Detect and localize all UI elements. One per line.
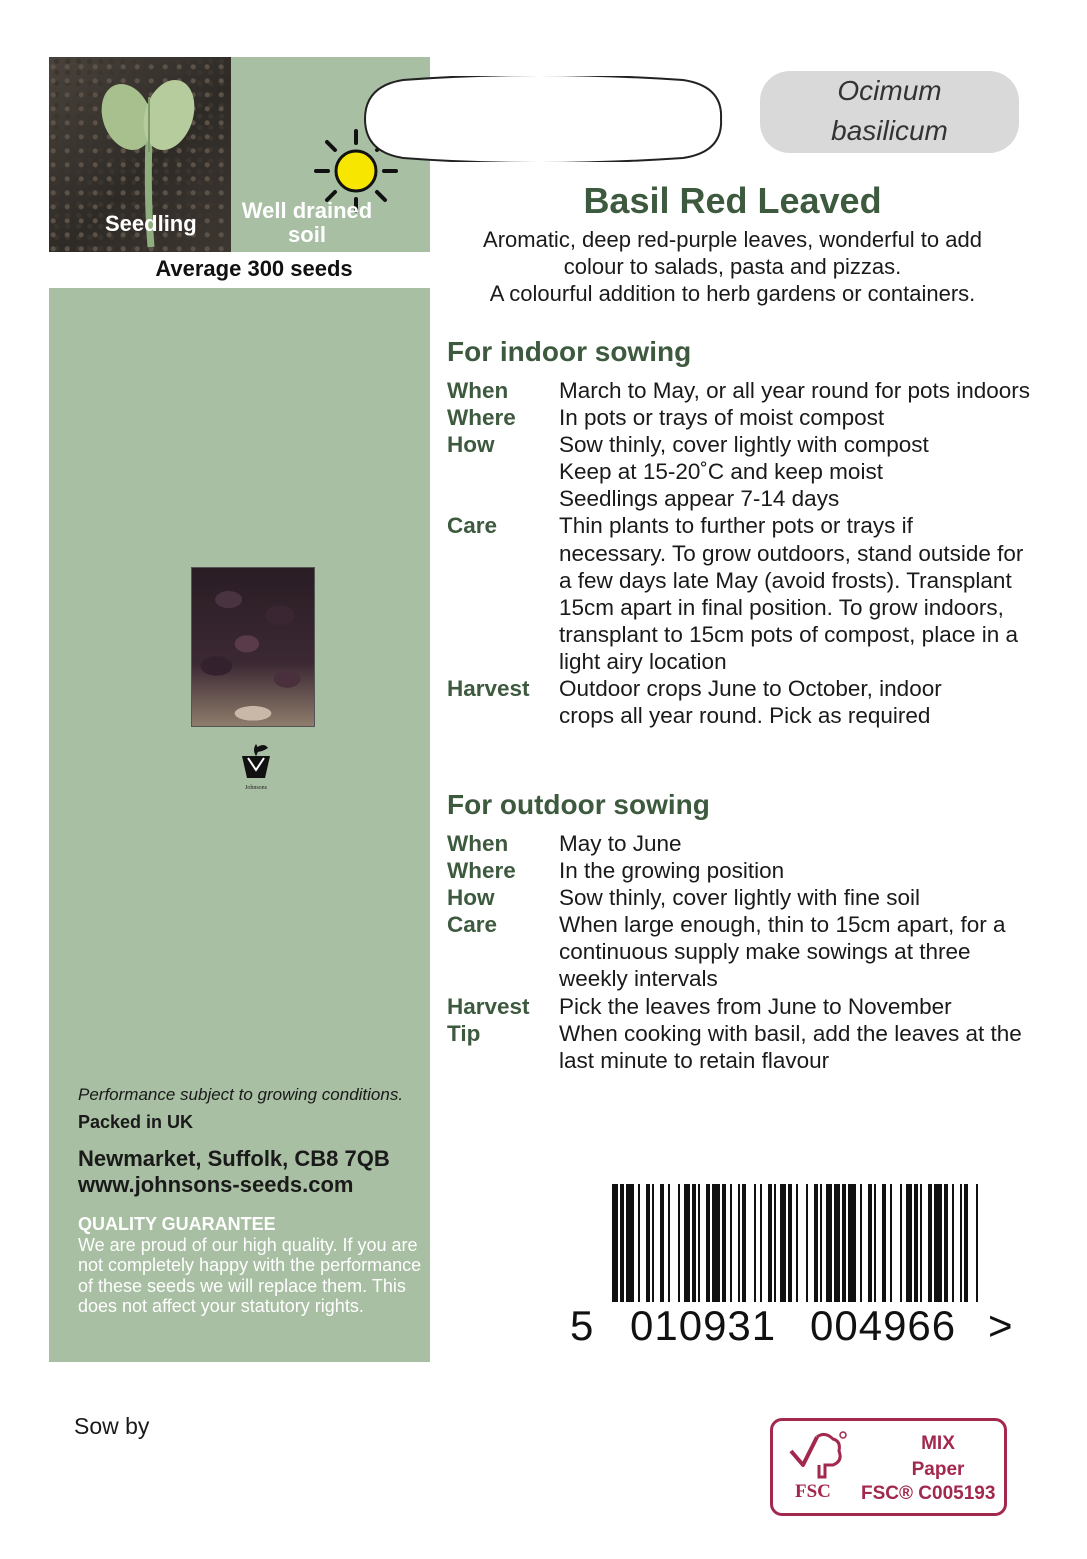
barcode-bar [920,1184,922,1302]
soil-label-line1: Well drained [241,198,373,223]
instruction-row [447,993,1037,1020]
barcode-bar [780,1184,786,1302]
outdoor-sowing-heading: For outdoor sowing [447,789,710,820]
row-key: Where [447,858,516,884]
row-value: Pick the leaves from June to November [559,993,952,1019]
address-line: Newmarket, Suffolk, CB8 7QB [78,1146,390,1171]
row-value: In the growing position [559,858,785,884]
brand-logo [236,740,276,791]
barcode-bar [826,1184,832,1302]
row-key: When [447,378,509,403]
barcode-right-group: 004966 [810,1302,957,1349]
barcode-bar [692,1184,696,1302]
row-key: How [447,885,495,911]
barcode-bar [928,1184,932,1302]
seedling-label: Seedling [105,211,197,236]
row-value: Outdoor crops June to October, indoor crops all year round. Pick as required [559,676,942,729]
barcode-bar [820,1184,822,1302]
row-value: In pots or trays of moist compost [559,405,885,431]
instruction-row [447,884,1037,911]
barcode-bar [934,1184,942,1302]
barcode-bar [638,1184,640,1302]
barcode-bar [842,1184,846,1302]
soil-label-line2: soil [288,222,326,247]
info-panel [49,57,430,1362]
company-address [78,1146,390,1198]
barcode-bar [860,1184,862,1302]
product-title: Basil Red Leaved [583,180,882,221]
barcode-bar [722,1184,726,1302]
fsc-mix-label [883,1431,993,1483]
barcode-bar [848,1184,856,1302]
blank-label-area [363,76,725,162]
plant-pot-icon [236,740,276,780]
fsc-license-code: FSC® C005193 [861,1483,996,1504]
row-value: When large enough, thin to 15cm apart, for a continuous supply make sowings at three weekly intervals [559,912,1006,992]
barcode-bar [944,1184,948,1302]
row-key: When [447,831,509,856]
instruction-row [447,431,1037,512]
barcode-bar [712,1184,720,1302]
outdoor-sowing-instructions [447,830,1037,1074]
row-key: Care [447,912,498,938]
quality-guarantee [78,1214,428,1317]
red-basil-photo [191,567,315,727]
barcode-bar [768,1184,772,1302]
row-value: Sow thinly, cover lightly with fine soil [559,885,920,911]
barcode-bar [906,1184,912,1302]
seed-count-band [49,252,430,288]
barcode-bar [730,1184,732,1302]
indoor-sowing-heading: For indoor sowing [447,336,692,367]
description-line: colour to salads, pasta and pizzas. [563,254,902,279]
barcode-bar [738,1184,740,1302]
row-key: Harvest [447,993,530,1019]
soil-label [231,199,383,247]
barcode-bar [960,1184,962,1302]
sow-by-label: Sow by [74,1413,150,1439]
product-description [440,226,1025,307]
description-line: Aromatic, deep red-purple leaves, wonderful to add [483,227,982,252]
brand-mark-text: Johnsons [244,785,267,791]
fsc-tree-icon [787,1429,849,1481]
barcode-bar [668,1184,670,1302]
barcode-bar [814,1184,818,1302]
barcode-bar [874,1184,876,1302]
barcode-bar [774,1184,776,1302]
fsc-paper: Paper [911,1459,965,1480]
instruction-row [447,857,1037,884]
seedling-photo [49,57,231,252]
barcode-bar [760,1184,762,1302]
latin-name-species: basilicum [831,115,948,146]
row-value: May to June [559,831,682,856]
quality-guarantee-text: We are proud of our high quality. If you are not completely happy with the performance of these seeds we will replace them. This does not affect your statutory rights. [78,1234,422,1316]
barcode-bar [706,1184,710,1302]
row-key: Care [447,513,498,539]
barcode-bar [882,1184,886,1302]
barcode-bar [806,1184,808,1302]
row-value: Sow thinly, cover lightly with compost Keep at 15-20˚C and keep moist Seedlings appear 7-14 days [559,432,929,512]
indoor-sowing-instructions [447,377,1037,729]
seed-count: Average 300 seeds [155,256,353,281]
barcode-bar [626,1184,634,1302]
performance-note: Performance subject to growing conditions. [78,1085,404,1104]
barcode-left-group: 010931 [630,1302,777,1349]
barcode-first-digit: 5 [570,1302,594,1349]
instruction-row [447,830,1037,857]
description-line: A colourful addition to herb gardens or containers. [489,281,976,306]
row-key: Tip [447,1020,481,1046]
barcode-bar [834,1184,840,1302]
barcode-bar [964,1184,968,1302]
row-value: When cooking with basil, add the leaves at the last minute to retain flavour [559,1020,1022,1073]
barcode-bar [788,1184,792,1302]
barcode-bar [914,1184,918,1302]
latin-name-box [760,71,1019,153]
instruction-row [447,1020,1037,1074]
row-key: Harvest [447,676,530,702]
barcode-bar [698,1184,700,1302]
barcode-bar [678,1184,680,1302]
row-key: How [447,432,495,458]
barcode-bar [796,1184,798,1302]
barcode-bar [890,1184,892,1302]
row-value: March to May, or all year round for pots indoors [559,378,1031,403]
fsc-certification [770,1418,1007,1516]
barcode-bar [742,1184,746,1302]
barcode-quiet-zone-mark: > [988,1302,1013,1349]
instruction-row [447,404,1037,431]
barcode-bar [868,1184,872,1302]
barcode [570,1182,990,1322]
instruction-row [447,512,1037,675]
barcode-bar [660,1184,664,1302]
barcode-bar [754,1184,756,1302]
instruction-row [447,911,1037,992]
barcode-bar [900,1184,902,1302]
barcode-bar [646,1184,650,1302]
latin-name-genus: Ocimum [837,75,942,106]
row-key: Where [447,405,516,431]
fsc-wordmark: FSC [795,1481,831,1502]
barcode-bar [620,1184,624,1302]
barcode-bar [952,1184,954,1302]
fsc-mix: MIX [921,1433,955,1454]
packed-in: Packed in UK [78,1112,194,1132]
quality-guarantee-title: QUALITY GUARANTEE [78,1214,276,1234]
website-url: www.johnsons-seeds.com [78,1172,354,1197]
barcode-bar [976,1184,978,1302]
row-value: Thin plants to further pots or trays if necessary. To grow outdoors, stand outside for a few days late May (avoid frosts). Transplant 15cm apart in final position. To grow indoors, transplant to 15cm pots of compost, place in a light airy location [559,513,1024,674]
instruction-row [447,377,1037,404]
instruction-row [447,675,1037,729]
barcode-bar [652,1184,654,1302]
barcode-bar [684,1184,690,1302]
barcode-bar [612,1184,618,1302]
